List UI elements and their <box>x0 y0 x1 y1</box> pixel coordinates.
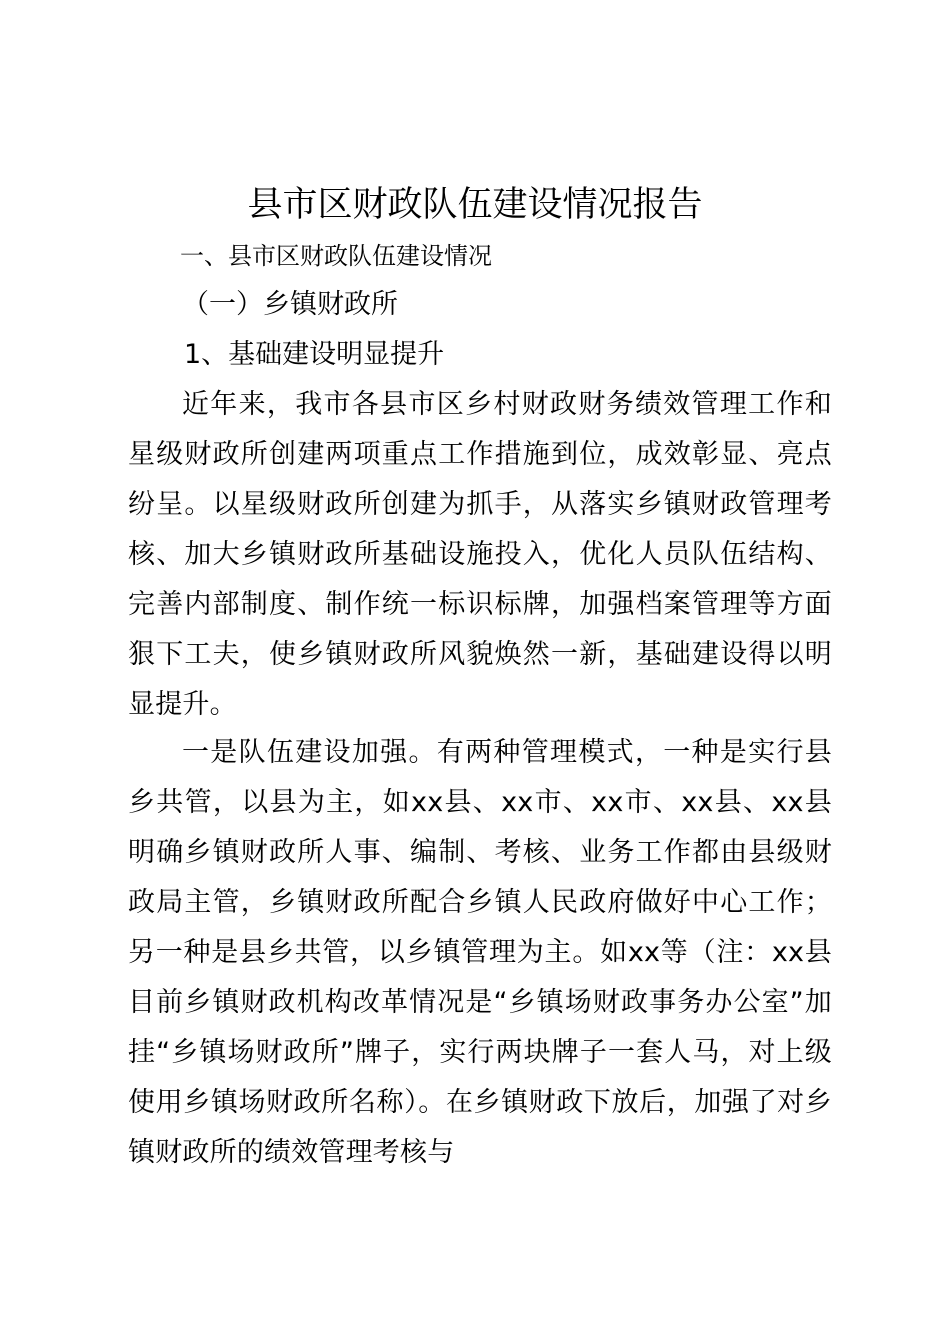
body-paragraph: 近年来，我市各县市区乡村财政财务绩效管理工作和星级财政所创建两项重点工作措施到位，成效彰显、亮点纷呈。以星级财政所创建为抓手，从落实乡镇财政管理考核、加大乡镇财政所基础设施投入，优化人员队伍结构、完善内部制度、制作统一标识标牌，加强档案管理等方面狠下工夫，使乡镇财政所风貌焕然一新，基础建设得以明显提升。 <box>128 389 832 720</box>
section-heading: 一、县市区财政队伍建设情况 <box>180 242 492 270</box>
body-paragraph: 一是队伍建设加强。有两种管理模式，一种是实行县乡共管，以县为主，如xx县、xx市、xx市、xx县、xx县明确乡镇财政所人事、编制、考核、业务工作都由县级财政局主管，乡镇财政所配合乡镇人民政府做好中心工作；另一种是县乡共管，以乡镇管理为主。如xx等（注：xx县目前乡镇财政机构改革情况是“乡镇场财政事务办公室”加挂“乡镇场财政所”牌子，实行两块牌子一套人马，对上级使用乡镇场财政所名称）。在乡镇财政下放后，加强了对乡镇财政所的绩效管理考核与 <box>128 737 832 1168</box>
document-title: 县市区财政队伍建设情况报告 <box>247 185 703 225</box>
subsection-heading: （一）乡镇财政所 <box>182 289 398 320</box>
item-heading: 1、基础建设明显提升 <box>184 339 445 370</box>
